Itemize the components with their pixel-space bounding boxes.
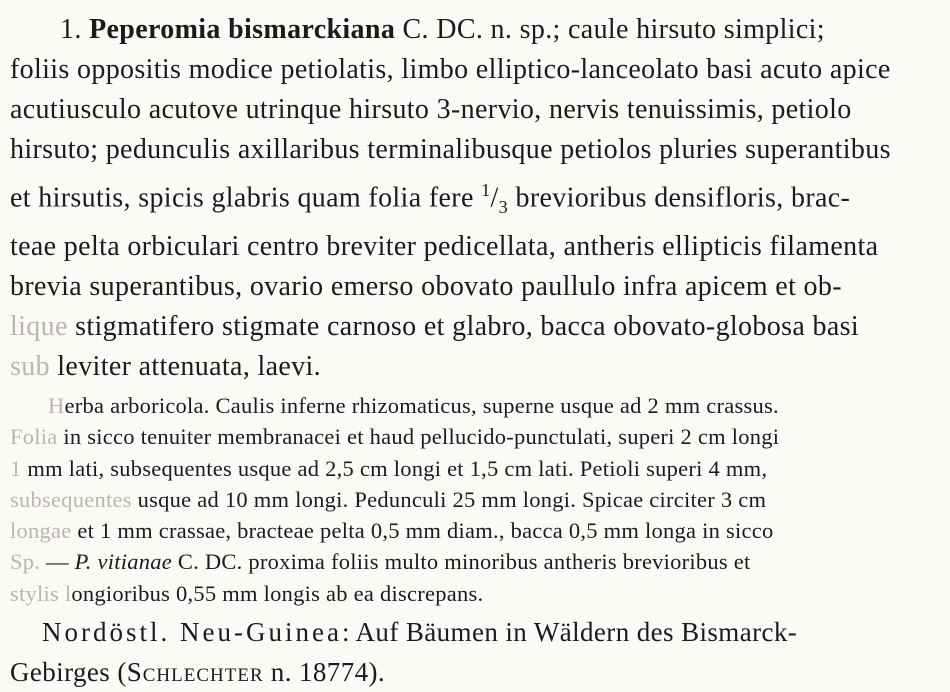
diagnosis-line-3: acutiusculo acutove utrinque hirsuto 3-nervio, nervis tenuissimis, petiolo xyxy=(10,94,852,125)
description-line-2-text: in sicco tenuiter membranacei et haud pellucido-punctulati, superi 2 cm longi xyxy=(57,424,780,450)
document-page xyxy=(10,6,938,692)
diagnosis-line-4: hirsuto; pedunculis axillaribus terminalibusque petiolos pluries superantibus xyxy=(10,134,891,165)
fraction-numerator: 1 xyxy=(481,180,491,200)
description-line-6 xyxy=(10,546,938,577)
locality-line-1-text: : Auf Bäumen in Wäldern des Bismarck- xyxy=(341,617,798,647)
fraction-after-text: brevioribus densifloris, brac- xyxy=(508,182,851,214)
description-line-4 xyxy=(10,484,938,515)
locality-line-1 xyxy=(10,612,938,652)
species-number: 1. xyxy=(60,14,82,45)
fraction-separator: / xyxy=(490,182,499,214)
faded-fragment: Folia xyxy=(10,424,58,450)
locality-line-2-start: Gebirges ( xyxy=(10,657,127,687)
diagnosis-line-9 xyxy=(10,347,938,387)
faded-fragment: lique xyxy=(10,310,68,342)
diagnosis-line-1 xyxy=(10,10,938,50)
species-diagnosis xyxy=(10,10,938,387)
diagnosis-line-8-text: stigmatifero stigmate carnoso et glabro, bacca obovato-globosa basi xyxy=(67,310,859,342)
faded-fragment: 1 xyxy=(10,455,22,481)
faded-fragment: longae xyxy=(10,518,72,544)
related-species-name: P. vitianae xyxy=(74,549,172,575)
description-line-5 xyxy=(10,515,938,546)
description-line-1-text: erba arboricola. Caulis inferne rhizomaticus, superne usque ad 2 mm crassus. xyxy=(64,392,779,418)
description-line-5-text: et 1 mm crassae, bracteae pelta 0,5 mm diam., bacca 0,5 mm longa in sicco xyxy=(71,518,774,544)
description-line-2 xyxy=(10,421,938,452)
diagnosis-line-7: brevia superantibus, ovario emerso obovato paullulo infra apicem et ob- xyxy=(10,270,842,302)
description-line-7 xyxy=(10,578,938,609)
collector-name: Schlechter xyxy=(126,657,264,687)
description-line-6-text: C. DC. proxima foliis multo minoribus antheris brevioribus et xyxy=(171,549,751,575)
description-line-1 xyxy=(10,390,938,421)
description-line-3-text: mm lati, subsequentes usque ad 2,5 cm longi et 1,5 cm lati. Petioli superi 4 mm, xyxy=(21,455,768,481)
faded-fragment: H xyxy=(48,392,65,418)
description-line-7-text: ongioribus 0,55 mm longis ab ea discrepans. xyxy=(71,580,484,606)
fraction-before-text: et hirsutis, spicis glabris quam folia fere xyxy=(10,182,482,214)
faded-fragment: Sp. xyxy=(10,549,41,575)
dash-text: — xyxy=(40,549,75,575)
description-line-4-text: usque ad 10 mm longi. Pedunculi 25 mm longi. Spicae circiter 3 cm xyxy=(131,486,767,512)
diagnosis-line-5 xyxy=(10,170,938,227)
diagnosis-line-2: foliis oppositis modice petiolatis, limbo elliptico-lanceolato basi acuto apice xyxy=(10,54,891,85)
faded-fragment: sub xyxy=(10,350,50,382)
diagnosis-line-8 xyxy=(10,307,938,347)
diagnosis-line-1-rest: C. DC. n. sp.; caule hirsuto simplici; xyxy=(395,14,825,45)
collection-number: n. 18774). xyxy=(263,657,386,687)
description-line-3 xyxy=(10,453,938,484)
faded-fragment: stylis l xyxy=(10,580,72,606)
fraction-denominator: 3 xyxy=(498,196,509,217)
faded-fragment: subsequentes xyxy=(10,486,132,512)
species-name: Peperomia bismarckiana xyxy=(89,14,396,45)
locality-line-2 xyxy=(10,652,938,692)
region-name: Nordöstl. Neu-Guinea xyxy=(42,617,342,647)
diagnosis-line-9-text: leviter attenuata, laevi. xyxy=(49,350,322,382)
diagnosis-line-6: teae pelta orbiculari centro breviter pedicellata, antheris ellipticis filamenta xyxy=(10,230,879,262)
locality-block xyxy=(10,612,938,692)
species-description xyxy=(10,390,938,609)
